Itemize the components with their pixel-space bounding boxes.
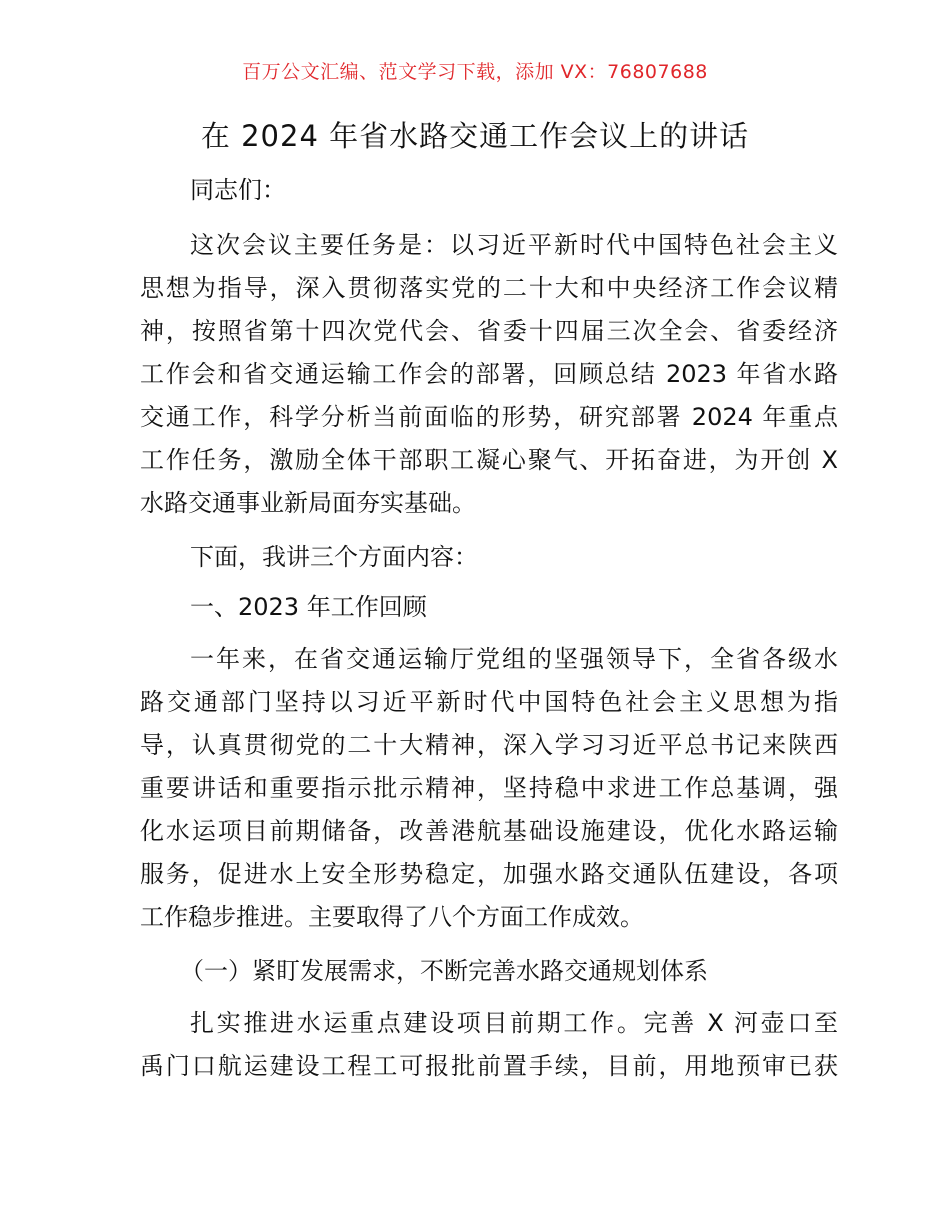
text-line: 路交通部门坚持以习近平新时代中国特色社会主义思想为指 [140, 688, 838, 716]
text-line: 服务，促进水上安全形势稳定，加强水路交通队伍建设，各项 [140, 860, 838, 888]
paragraph-outline: 下面，我讲三个方面内容： [190, 543, 478, 571]
text-line: 导，认真贯彻党的二十大精神，深入学习习近平总书记来陕西 [140, 731, 838, 759]
text-line: 扎实推进水运重点建设项目前期工作。完善 X 河壶口至 [190, 1009, 838, 1037]
text-line: 工作稳步推进。主要取得了八个方面工作成效。 [140, 903, 644, 931]
text-line: 思想为指导，深入贯彻落实党的二十大和中央经济工作会议精 [140, 274, 838, 302]
text-line: 这次会议主要任务是：以习近平新时代中国特色社会主义 [190, 231, 838, 259]
text-line: 工作任务，激励全体干部职工凝心聚气、开拓奋进，为开创 X [140, 446, 838, 474]
header-notice: 百万公文汇编、范文学习下载，添加 VX：76807688 [242, 61, 708, 83]
section-heading: 一、2023 年工作回顾 [190, 593, 427, 621]
salutation: 同志们： [190, 176, 286, 204]
text-line: 工作会和省交通运输工作会的部署，回顾总结 2023 年省水路 [140, 360, 838, 388]
text-line: 化水运项目前期储备，改善港航基础设施建设，优化水路运输 [140, 817, 838, 845]
text-line: 一年来，在省交通运输厅党组的坚强领导下，全省各级水 [190, 645, 838, 673]
text-line: 交通工作，科学分析当前面临的形势，研究部署 2024 年重点 [140, 403, 838, 431]
document-title: 在 2024 年省水路交通工作会议上的讲话 [200, 119, 750, 153]
subsection-heading: （一）紧盯发展需求，不断完善水路交通规划体系 [180, 957, 708, 985]
text-line: 神，按照省第十四次党代会、省委十四届三次全会、省委经济 [140, 317, 838, 345]
text-line: 水路交通事业新局面夯实基础。 [140, 489, 476, 517]
text-line: 重要讲话和重要指示批示精神，坚持稳中求进工作总基调，强 [140, 774, 838, 802]
text-line: 禹门口航运建设工程工可报批前置手续，目前，用地预审已获 [140, 1052, 838, 1080]
